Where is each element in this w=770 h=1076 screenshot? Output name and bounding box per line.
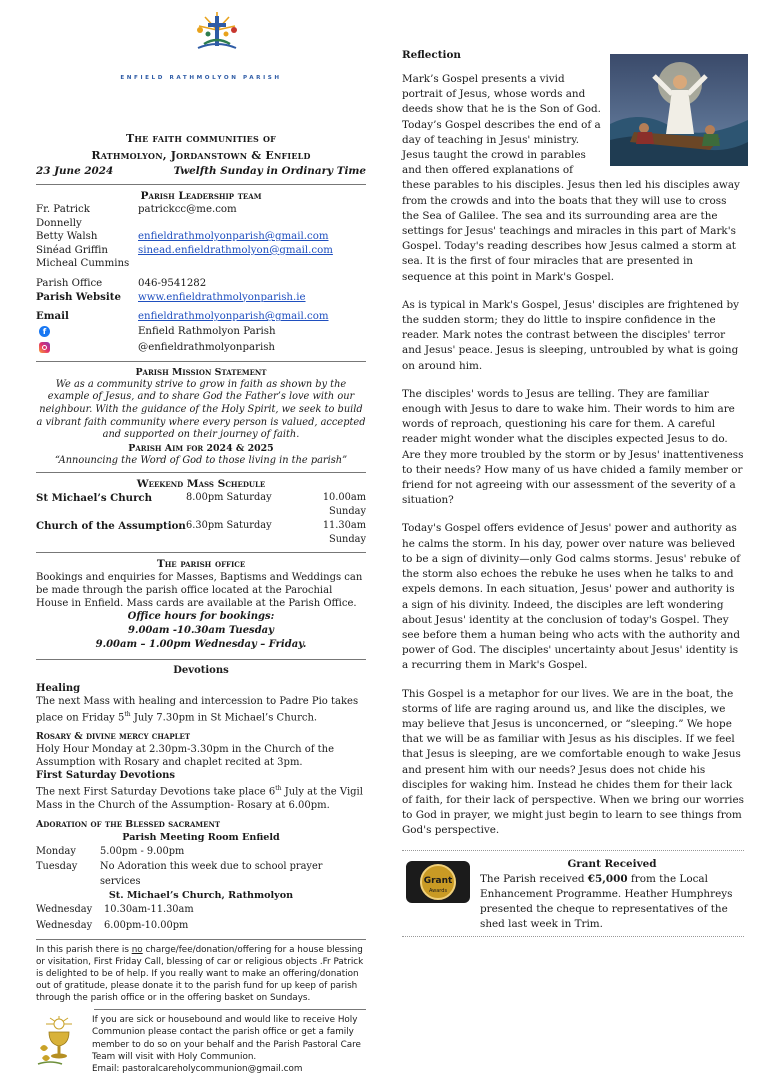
rosary-heading: Rosary & divine mercy chaplet	[36, 731, 191, 743]
liturgical-sunday: Twelfth Sunday in Ordinary Time	[173, 165, 366, 177]
church-name: St Michael’s Church	[36, 492, 153, 505]
adoration-row	[36, 918, 366, 933]
reflection-paragraph-2: As is typical in Mark's Gospel, Jesus' disciples are frightened by the sudden storm; they do little to inspire confidence in the reader. Mark notes the contrast between the disciples' terror and Jesus' peace. Jesus is sleeping, untroubled by what is going on around him.	[402, 298, 740, 372]
healing-sup: th	[124, 711, 131, 719]
sick-text: If you are sick or housebound and would like to receive Holy Communion please contact the parish office or get a family member to do so on your behalf and the Parish Pastoral Care Team will visit with Holy Communion.	[92, 1014, 361, 1062]
healing-text-b: July 7.30pm in St Michael’s Church.	[130, 712, 318, 724]
divider	[36, 659, 366, 660]
first-saturday-heading: First Saturday Devotions	[36, 770, 176, 782]
email-label: Email	[36, 310, 69, 323]
grant-badge-line2: Awards	[428, 887, 448, 894]
leader-name: Fr. Patrick Donnelly	[36, 204, 90, 229]
charge-note	[36, 944, 366, 1004]
healing-text	[36, 695, 366, 724]
reflection-heading: Reflection	[402, 49, 461, 61]
sunday-time: 11.30am Sunday	[322, 520, 366, 546]
office-phone: 046-9541282	[138, 277, 207, 289]
grant-heading: Grant Received	[567, 857, 657, 870]
office-hours-label: Office hours for bookings:	[127, 611, 275, 623]
leadership-row	[36, 203, 366, 230]
leader-name: Micheal Cummins	[36, 258, 130, 270]
leadership-list	[36, 203, 366, 356]
leader-email-link[interactable]: enfieldrathmolyonparish@gmail.com	[138, 231, 329, 243]
adoration-day: Wednesday	[36, 919, 93, 931]
office-hours-tuesday: 9.00am -10.30am Tuesday	[128, 624, 274, 636]
leader-name: Betty Walsh	[36, 231, 98, 243]
parish-logo	[36, 30, 366, 88]
right-column	[402, 48, 744, 937]
charge-note-b: charge/fee/donation/offering for a house blessing or visitation, First Friday Call, blessing of car or religious objects .Fr Patrick is delighted to be of help. If you really want to make an offering/donation out of gratitude, please donate it to the parish fund for up keep of parish through the parish office or in the offering basket on Sundays.	[36, 944, 364, 1003]
rosary-text: Holy Hour Monday at 2.30pm-3.30pm in the Church of the Assumption with Rosary and chaplet recited at 3pm.	[36, 744, 334, 769]
sick-section	[36, 1014, 366, 1076]
mass-heading: Weekend Mass Schedule	[136, 478, 266, 491]
divider	[36, 939, 366, 940]
facebook-icon-cell	[36, 326, 138, 337]
leadership-heading: Parish Leadership team	[140, 190, 262, 202]
instagram-icon[interactable]	[39, 342, 50, 353]
office-label: Parish Office	[36, 277, 103, 289]
leadership-row	[36, 230, 366, 244]
aim-text: “Announcing the Word of God to those living in the parish”	[54, 454, 348, 466]
instagram-handle: @enfieldrathmolyonparish	[138, 341, 275, 353]
devotions-heading: Devotions	[173, 665, 229, 677]
mass-row	[36, 519, 366, 547]
sick-text-block	[88, 1014, 366, 1076]
parish-logo-text: ENFIELD RATHMOLYON PARISH	[120, 75, 282, 81]
adoration-heading: Adoration of the Blessed sacrament	[36, 818, 221, 830]
office-text: Bookings and enquiries for Masses, Baptisms and Weddings can be made through the parish office located at the Parochial House in Enfield. Mass cards are available at the Parish Office.	[36, 572, 363, 610]
facebook-name: Enfield Rathmolyon Parish	[138, 325, 276, 337]
leader-contact	[138, 257, 366, 271]
grant-amount: €5,000	[587, 872, 628, 885]
leadership-row	[36, 244, 366, 258]
reflection-paragraph-5: This Gospel is a metaphor for our lives. We are in the boat, the storms of life are raging around us, and like the disciples, we may believe that Jesus is unconcerned, or “sleeping.” We hope that we will be as familiar with Jesus as his disciples. If we feel that Jesus is sleeping, are we comfortable enough to wake Jesus and present him with our needs? Jesus does not chide his disciples for waking him. Instead he chides them for their lack of faith, for their lack of perspective. When we bring our worries to God in prayer, we might just begin to learn to see things from God's perspective.	[402, 687, 744, 837]
first-sat-text-a: The next First Saturday Devotions take place 6	[36, 786, 276, 798]
leadership-row	[36, 310, 366, 324]
aim-heading: Parish Aim for 2024 & 2025	[128, 442, 274, 454]
date-row	[36, 164, 366, 179]
chalice-icon	[36, 1014, 88, 1074]
divider	[36, 361, 366, 362]
jesus-calms-storm-image	[610, 54, 748, 166]
adoration-day: Monday	[36, 845, 76, 857]
adoration-time: 5.00pm - 9.00pm	[100, 845, 185, 857]
grant-section	[402, 850, 744, 937]
parish-logo-icon	[182, 8, 252, 52]
title-line-2: Rathmolyon, Jordanstown & Enfield	[91, 149, 311, 162]
reflection-intro: Mark’s Gospel presents a vivid portrait of Jesus, whose words and deeds show that he is the Son of God. Today’s Gospel describes the end of a day of teaching in Jesus' ministry. Jesus taught the crowd in parables and then offered explanations of these parables to his disciples. Jesus then led his disciples away from the crowds and into the boats that they will use to cross the Sea of Galilee. The sea and its surrounding area are the settings for Jesus' teachings and miracles in this part of Mark's Gospel. Today's reading describes how Jesus calmed a storm at sea. It is the first of four miracles that are presented in sequence at this point in Mark's Gospel.	[402, 73, 740, 283]
adoration-day: Wednesday	[36, 904, 93, 916]
grant-text-a: The Parish received	[480, 872, 588, 885]
date: 23 June 2024	[36, 165, 114, 177]
adoration-row	[36, 902, 366, 917]
divider	[36, 552, 366, 553]
leadership-row	[36, 257, 366, 271]
facebook-row	[36, 324, 366, 340]
enfield-room: Parish Meeting Room Enfield	[122, 831, 280, 843]
healing-text-a: The next Mass with healing and intercession to Padre Pio takes place on Friday 5	[36, 696, 359, 724]
parish-email-link[interactable]: enfieldrathmolyonparish@gmail.com	[138, 311, 329, 323]
website-label: Parish Website	[36, 290, 121, 303]
office-hours-weekdays: 9.00am – 1.00pm Wednesday – Friday.	[95, 638, 307, 650]
reflection-paragraph-3: The disciples' words to Jesus are telling. They are familiar enough with Jesus to dare to wake him. Their words to him are words of reproach, questioning his care for them. A careful reader might wonder what the disciples expected Jesus to do. Are they more troubled by the storm or by Jesus' inattentiveness to their needs? How many of us have chided a family member or friend for not agreeing with our assessment of the severity of a situation?	[402, 387, 744, 507]
rathmolyon-church: St. Michael’s Church, Rathmolyon	[108, 890, 294, 902]
facebook-icon[interactable]: f	[39, 326, 50, 337]
leadership-row	[36, 277, 366, 291]
grant-awards-badge	[406, 861, 470, 903]
first-sat-sup: th	[275, 785, 282, 793]
adoration-row	[36, 859, 366, 889]
divider	[36, 472, 366, 473]
title-line-1: The faith communities of	[125, 132, 277, 145]
divider	[94, 1009, 366, 1010]
website-link[interactable]: www.enfieldrathmolyonparish.ie	[138, 291, 306, 303]
divider	[36, 184, 366, 185]
grant-text	[480, 872, 744, 932]
healing-heading: Healing	[36, 683, 81, 695]
pastoral-email: Email: pastoralcareholycommunion@gmail.com	[92, 1064, 303, 1075]
adoration-time: No Adoration this week due to school prayer services	[100, 860, 323, 888]
leader-email-link[interactable]: sinead.enfieldrathmolyon@gmail.com	[138, 244, 333, 256]
adoration-day: Tuesday	[36, 860, 78, 872]
instagram-row	[36, 340, 366, 356]
leadership-row	[36, 291, 366, 305]
adoration-time: 10.30am-11.30am	[104, 904, 194, 916]
mission-heading: Parish Mission Statement	[135, 366, 267, 378]
devotions-section	[36, 682, 366, 933]
grant-text-b: from the Local Enhancement Programme. Heather Humphreys presented the cheque to representatives of the shed last week in Trim.	[480, 872, 733, 930]
leader-name: Sinéad Griffin	[36, 244, 108, 256]
saturday-time: 8.00pm Saturday	[186, 492, 272, 504]
saturday-time: 6.30pm Saturday	[186, 520, 272, 532]
sunday-time: 10.00am Sunday	[322, 492, 366, 518]
first-sat-text-b: July at the Vigil Mass in the Church of the Assumption- Rosary at 6.00pm.	[36, 786, 363, 811]
mission-text: We as a community strive to grow in faith as shown by the example of Jesus, and to share God the Father’s love with our neighbour. With the guidance of the Holy Spirit, we seek to build a vibrant faith community where every person is valued, accepted and supported on their journey of faith.	[36, 378, 366, 441]
mass-row	[36, 491, 366, 519]
page-title	[36, 130, 366, 164]
office-heading: The parish office	[156, 558, 246, 571]
adoration-row	[36, 844, 366, 859]
grant-text-block	[480, 857, 744, 932]
leader-contact: patrickcc@me.com	[138, 204, 237, 215]
reflection-paragraph-4: Today's Gospel offers evidence of Jesus' power and authority as he calms the storm. In his day, power over nature was believed to be a sign of divinity—only God calms storms. Jesus' rebuke of the storm also echoes the rebuke he uses when he talks to and expels demons. In each situation, Jesus' power and authority is a sign of his divinity. Indeed, the disciples are left wondering about Jesus' identity at the conclusion of today's Gospel. They see before them a human being who acts with the authority and power of God. The disciples' uncertainty about Jesus' identity is a recurring them in Mark's Gospel.	[402, 522, 741, 672]
first-saturday-text	[36, 782, 366, 811]
charge-note-a: In this parish there is	[36, 944, 132, 955]
left-column	[36, 30, 366, 1076]
adoration-time: 6.00pm-10.00pm	[104, 919, 189, 931]
instagram-icon-cell	[36, 342, 138, 353]
charge-note-no: no	[131, 944, 143, 955]
church-name: Church of the Assumption	[36, 520, 186, 533]
grant-badge-line1: Grant	[423, 875, 453, 886]
